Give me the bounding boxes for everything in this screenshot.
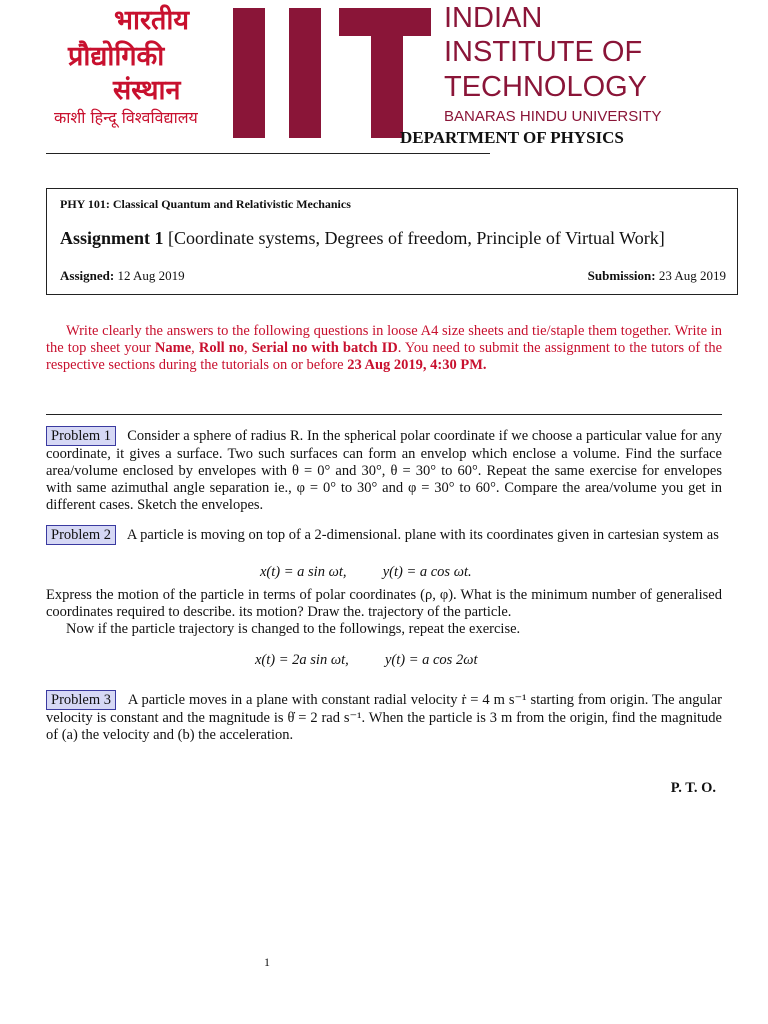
submission-label: Submission: xyxy=(587,268,656,283)
logo-bar-i1 xyxy=(233,8,265,138)
hindi-line-3: संस्थान xyxy=(113,75,181,106)
instr-roll: Roll no xyxy=(198,340,245,356)
assignment-label: Assignment 1 xyxy=(60,228,164,248)
iit-logo xyxy=(233,8,433,138)
hindi-line-2: प्रौद्योगिकी xyxy=(68,41,165,72)
problem-3-text: A particle moves in a plane with constant radial velocity ṙ = 4 m s⁻¹ starting from origin. The angular velocity is constant and the magnitude is θ̇ = 2 rad s⁻¹. When the particle is 3 m from the origin, find the magnitude of (a) the velocity and (b) the acceleration. xyxy=(46,692,722,743)
problem-2-text: A particle is moving on top of a 2-dimensional. plane with its coordinates given in cartesian system as xyxy=(126,527,719,543)
submission-date-line xyxy=(588,268,726,284)
problem-3-label: Problem 3 xyxy=(46,690,116,710)
instr-comma-2: , xyxy=(244,340,252,356)
page-number: 1 xyxy=(264,955,270,969)
instr-name: Name xyxy=(154,340,192,356)
pto-note: P. T. O. xyxy=(670,780,716,796)
assigned-date: 12 Aug 2019 xyxy=(117,268,185,283)
hindi-line-4: काशी हिन्दू विश्वविद्यालय xyxy=(54,108,198,127)
problem-2-continued xyxy=(46,587,722,638)
institute-line-4: BANARAS HINDU UNIVERSITY xyxy=(444,108,662,125)
submission-date: 23 Aug 2019 xyxy=(658,268,726,283)
section-rule xyxy=(46,414,722,415)
problem-2-text-3: Now if the particle trajectory is changed to the followings, repeat the exercise. xyxy=(66,621,521,637)
hindi-line-1: भारतीय xyxy=(114,5,190,36)
problem-2-equation-1: x(t) = a sin ωt, y(t) = a cos ωt. xyxy=(260,564,472,580)
assigned-label: Assigned: xyxy=(60,268,115,283)
assignment-heading xyxy=(60,228,665,249)
assigned-date-line xyxy=(60,268,185,284)
institute-line-2: INSTITUTE OF xyxy=(444,36,643,68)
course-title: PHY 101: Classical Quantum and Relativistic Mechanics xyxy=(60,197,351,211)
problem-3 xyxy=(46,690,722,744)
instr-text-2: . You need to submit the assignment to the tutors of the respective sections during the tutorials on or before xyxy=(46,340,723,373)
instr-comma-1: , xyxy=(191,340,199,356)
logo-bar-i2 xyxy=(289,8,321,138)
department-title: DEPARTMENT OF PHYSICS xyxy=(400,128,624,147)
problem-2 xyxy=(46,525,722,545)
problem-2-text-2: Express the motion of the particle in terms of polar coordinates (ρ, φ). What is the minimum number of generalised coordinates required to describe. its motion? Draw the. trajectory of the particle. xyxy=(46,587,722,620)
instr-serial: Serial no with batch ID xyxy=(251,340,398,356)
problem-1-text: Consider a sphere of radius R. In the spherical polar coordinate if we choose a particular value for any coordinate, it gives a surface. Two such surfaces can form an envelop which enclose a volume. Find the surface area/volume enclosed by envelopes with θ = 0° and 30°, θ = 30° to 60°. Repeat the same exercise for envelopes with same azimuthal angle separation ie., φ = 0° to 30° and φ = 30° to 60°. Compare the area/volume you get in different cases. Sketch the envelopes. xyxy=(46,428,722,513)
problem-1-label: Problem 1 xyxy=(46,426,116,446)
problem-2-equation-2: x(t) = 2a sin ωt, y(t) = a cos 2ωt xyxy=(255,652,478,668)
institute-line-1: INDIAN xyxy=(444,2,543,34)
instr-deadline: 23 Aug 2019, 4:30 PM. xyxy=(347,357,487,373)
instructions xyxy=(46,323,722,374)
logo-bar-t-stem xyxy=(371,8,403,138)
instr-text-1: Write clearly the answers to the following questions in loose A4 size sheets and tie/staple them together. Write in the top sheet your xyxy=(46,323,722,356)
header-rule xyxy=(46,153,490,154)
institute-line-3: TECHNOLOGY xyxy=(444,71,648,103)
problem-2-label: Problem 2 xyxy=(46,525,116,545)
problem-1 xyxy=(46,426,722,514)
assignment-topics: [Coordinate systems, Degrees of freedom, Principle of Virtual Work] xyxy=(168,228,665,248)
